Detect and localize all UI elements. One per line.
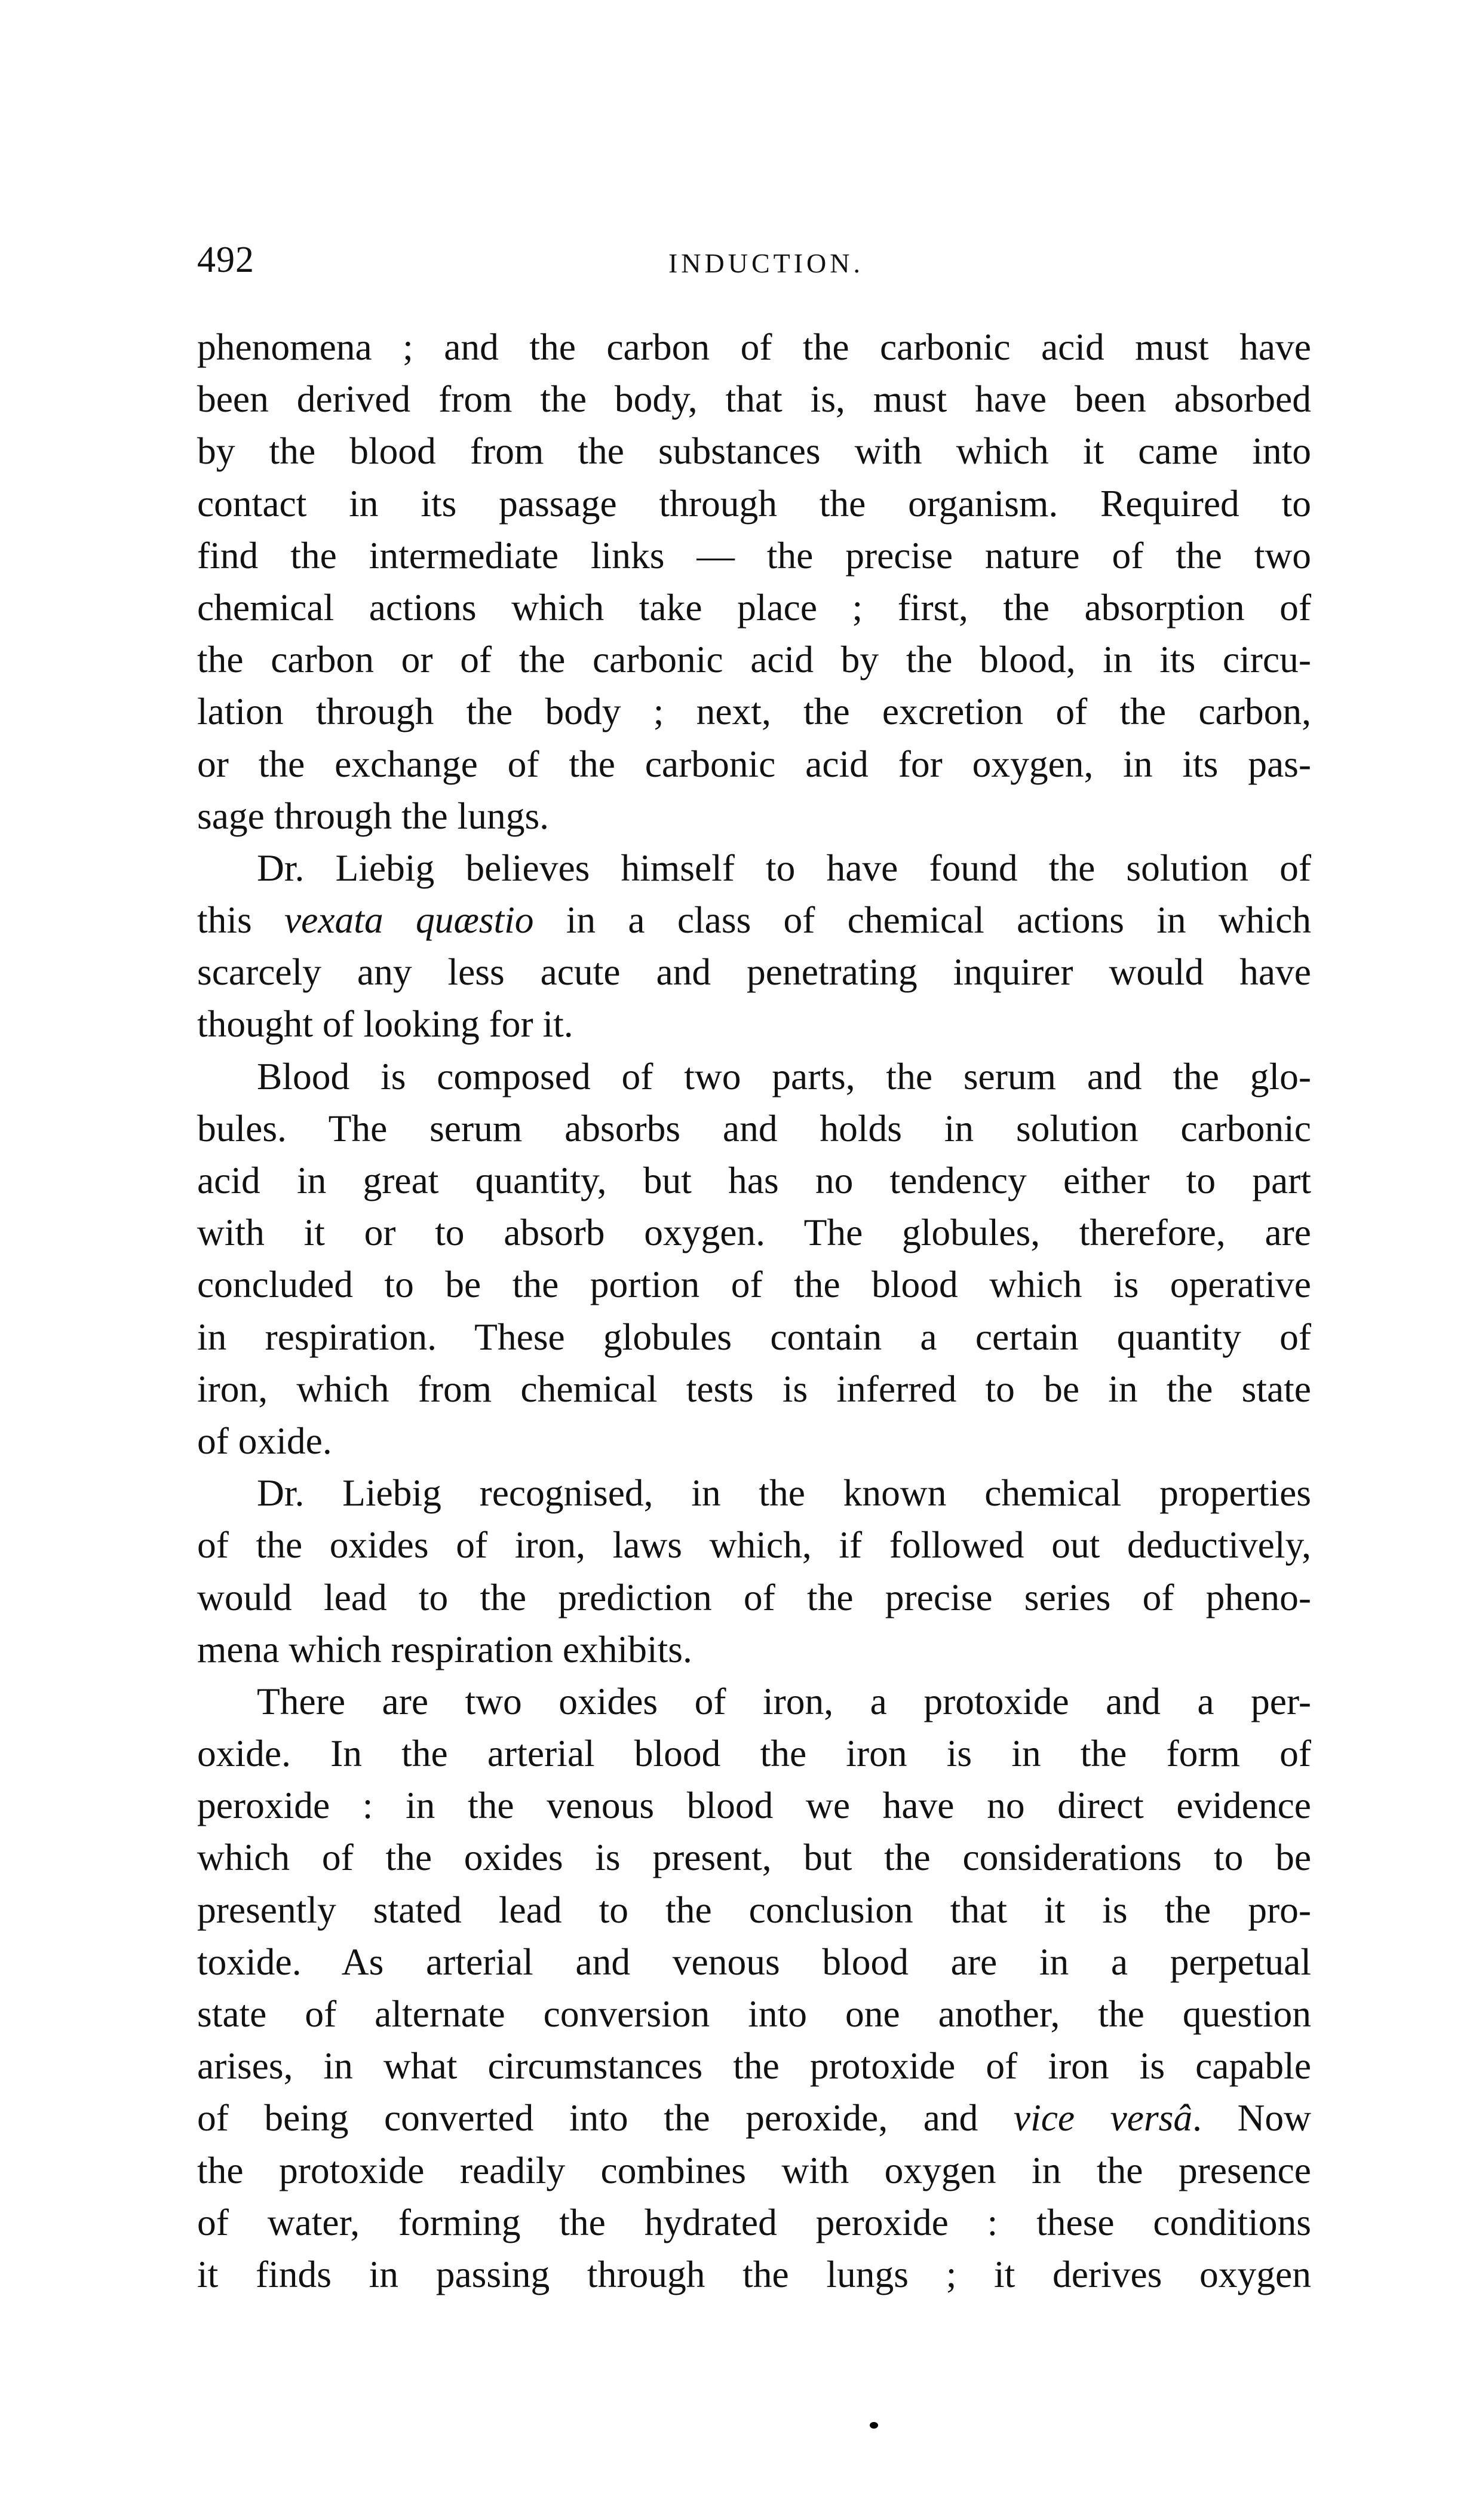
paragraph [197,321,1311,842]
text-line: of being converted into the peroxide, and vice versâ. Now [197,2096,1311,2139]
text-line: been derived from the body, that is, must have been absorbed [197,378,1311,421]
text-line: of oxide. [197,1419,332,1462]
text-line: mena which respiration exhibits. [197,1627,692,1670]
text-line: iron, which from chemical tests is inferred to be in the state [197,1367,1311,1410]
text-line: find the intermediate links — the precise nature of the two [197,534,1311,577]
text-line: which of the oxides is present, but the considerations to be [197,1836,1311,1879]
text-line: There are two oxides of iron, a protoxide and a per- [257,1679,1311,1722]
text-line: arises, in what circumstances the protoxide of iron is capable [197,2044,1311,2087]
text-line: Dr. Liebig recognised, in the known chemical properties [257,1471,1311,1515]
text-line: of water, forming the hydrated peroxide : these conditions [197,2200,1311,2243]
text-line: Blood is composed of two parts, the serum and the glo- [257,1054,1311,1097]
paragraph [197,1675,1311,2300]
text-line: toxide. As arterial and venous blood are in a perpetual [197,1940,1311,1983]
running-title: INDUCTION. [668,248,864,278]
text-line: Dr. Liebig believes himself to have found the solution of [257,846,1311,889]
text-line: phenomena ; and the carbon of the carbonic acid must have [197,326,1311,368]
text-line: scarcely any less acute and penetrating inquirer would have [197,951,1311,994]
printing-mark [870,2422,878,2429]
text-line: with it or to absorb oxygen. The globules, therefore, are [197,1211,1311,1254]
text-line: oxide. In the arterial blood the iron is in the form of [197,1732,1311,1775]
text-line: state of alternate conversion into one another, the question [197,1992,1311,2035]
paragraph [197,1050,1311,1467]
text-line: of the oxides of iron, laws which, if followed out deductively, [197,1523,1311,1566]
paragraph [197,842,1311,1050]
text-line: the carbon or of the carbonic acid by the blood, in its circu- [197,638,1311,681]
running-head [197,236,1311,284]
text-line: presently stated lead to the conclusion that it is the pro- [197,1888,1311,1931]
body-text [197,321,1311,2300]
text-line: concluded to be the portion of the blood which is operative [197,1263,1311,1306]
text-line: bules. The serum absorbs and holds in solution carbonic [197,1106,1311,1149]
text-line: would lead to the prediction of the precise series of pheno- [197,1575,1311,1618]
paragraph [197,1467,1311,1675]
text-line: sage through the lungs. [197,794,550,837]
text-line: lation through the body ; next, the excretion of the carbon, [197,690,1311,733]
text-line: acid in great quantity, but has no tendency either to part [197,1159,1311,1201]
text-line: by the blood from the substances with which it came into [197,430,1311,473]
text-line: this vexata quæstio in a class of chemical actions in which [197,899,1312,942]
italic-phrase: vexata quæstio [284,899,534,942]
text-line: chemical actions which take place ; first, the absorption of [197,585,1311,629]
text-line: peroxide : in the venous blood we have no direct evidence [197,1784,1311,1827]
text-line: or the exchange of the carbonic acid for oxygen, in its pas- [197,742,1311,785]
text-line: in respiration. These globules contain a certain quantity of [197,1315,1311,1358]
text-line: contact in its passage through the organism. Required to [197,482,1311,525]
italic-phrase: vice versâ [1013,2096,1193,2139]
text-line: the protoxide readily combines with oxygen in the presence [197,2148,1311,2191]
text-line: it finds in passing through the lungs ; it derives oxygen [197,2252,1311,2295]
text-line: thought of looking for it. [197,1003,573,1046]
page-number: 492 [197,240,254,280]
